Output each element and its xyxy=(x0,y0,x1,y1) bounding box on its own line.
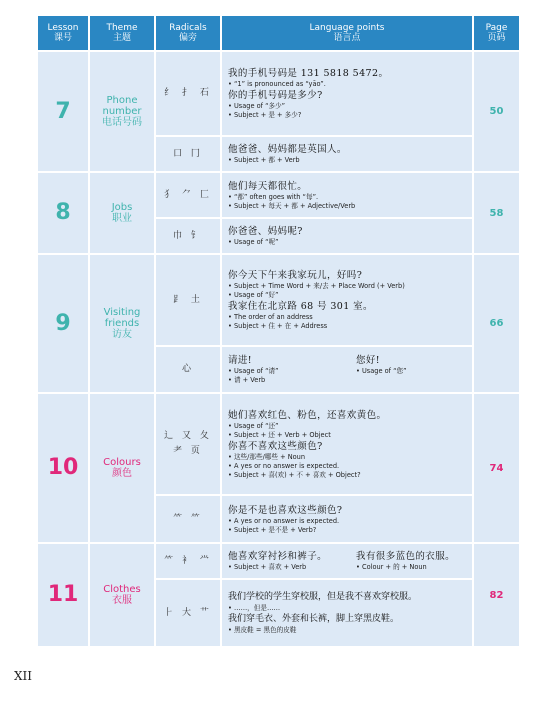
header-lesson: Lesson 课号 xyxy=(38,16,88,50)
example-sentence: 我家住在北京路 68 号 301 室。 xyxy=(228,301,373,312)
contents-table xyxy=(36,14,521,648)
radicals: 纟 扌 石 xyxy=(156,52,220,135)
theme xyxy=(90,173,154,253)
example-sentence: 你的手机号码是多少? xyxy=(228,90,323,101)
language-points xyxy=(222,347,472,392)
lesson-number: 10 xyxy=(38,394,88,542)
example-sentence: 他们每天都很忙。 xyxy=(228,180,308,192)
theme-zh: 衣服 xyxy=(112,595,132,606)
language-points xyxy=(222,137,472,171)
bullet-point: • Usage of “请” xyxy=(228,367,279,375)
bullet-point: • 请 + Verb xyxy=(228,376,266,384)
theme xyxy=(90,544,154,646)
language-points xyxy=(222,219,472,253)
language-points xyxy=(222,580,472,646)
bullet-point: • “都” often goes with “每”. xyxy=(228,192,319,201)
lesson-row-8 xyxy=(38,173,519,217)
example-sentence: 你喜不喜欢这些颜色? xyxy=(228,440,323,452)
example-sentence: 我有很多蓝色的衣服。 xyxy=(356,551,456,562)
page-footer-number: XII xyxy=(14,669,33,683)
radicals: 口 冂 xyxy=(156,137,220,171)
lesson-row-9 xyxy=(38,255,519,345)
bullet-point: • Subject + 是不是 + Verb? xyxy=(228,525,317,534)
bullet-point: • Usage of “好” xyxy=(228,291,279,299)
page-number: 66 xyxy=(474,255,519,392)
example-sentence: 你爸爸、妈妈呢? xyxy=(228,226,303,237)
theme-en: Clothes xyxy=(103,584,141,595)
theme-zh: 访友 xyxy=(112,329,132,340)
bullet-point: • Usage of “您” xyxy=(356,367,407,375)
lesson-number: 8 xyxy=(38,173,88,253)
page-number: 74 xyxy=(474,394,519,542)
bullet-point: • Subject + 喜欢 + Verb xyxy=(228,563,307,571)
bullet-point: • Subject + 喜(欢) + 不 + 喜欢 + Object? xyxy=(228,470,361,479)
language-points xyxy=(222,52,472,135)
page-number: 82 xyxy=(474,544,519,646)
bullet-point: • Subject + 都 + Verb xyxy=(228,156,300,164)
bullet-point: • Subject + 住 + 在 + Address xyxy=(228,322,328,330)
bullet-point: • 这些/那些/哪些 + Noun xyxy=(228,452,306,461)
theme-en: Phone number xyxy=(102,95,142,117)
theme-en: Jobs xyxy=(111,202,133,213)
header-language-points: Language points 语言点 xyxy=(222,16,472,50)
page-number: 58 xyxy=(474,173,519,253)
header-radicals: Radicals 偏旁 xyxy=(156,16,220,50)
language-points xyxy=(222,394,472,494)
theme-en: Visiting friends xyxy=(103,307,141,329)
header-page: Page 页码 xyxy=(474,16,519,50)
bullet-point: • 黑皮鞋 = 黑色的皮鞋 xyxy=(228,626,297,634)
example-sentence: 请进! xyxy=(228,355,253,366)
example-sentence: 我们穿毛衣、外套和长裤，脚上穿黑皮鞋。 xyxy=(228,614,400,624)
radicals: ⻊ 土 xyxy=(156,255,220,345)
bullet-point: • “1” is pronounced as “yāo”. xyxy=(228,80,326,88)
example-sentence: 他爸爸、妈妈都是英国人。 xyxy=(228,144,347,155)
bullet-point: • Usage of “多少” xyxy=(228,102,286,110)
bullet-point: • Subject + 还 + Verb + Object xyxy=(228,430,331,439)
theme-zh: 职业 xyxy=(112,213,132,224)
language-points xyxy=(222,496,472,542)
theme xyxy=(90,52,154,171)
point-column xyxy=(228,550,356,572)
bullet-point: • Subject + Time Word + 来/去 + Place Word (+ Verb) xyxy=(228,282,405,290)
example-sentence: 你今天下午来我家玩儿，好吗? xyxy=(228,270,363,281)
radicals: 犭 ⺈ 匚 xyxy=(156,173,220,217)
radicals: ⺊ 大 艹 xyxy=(156,580,220,646)
example-sentence: 我的手机号码是 131 5818 5472。 xyxy=(228,68,389,79)
theme-zh: 电话号码 xyxy=(102,117,142,128)
language-points xyxy=(222,255,472,345)
radicals: 巾 钅 xyxy=(156,219,220,253)
radicals: ⺮ 衤 龸 xyxy=(156,544,220,578)
example-sentence: 你是不是也喜欢这些颜色? xyxy=(228,504,343,516)
page-number: 50 xyxy=(474,52,519,171)
lesson-row-7 xyxy=(38,52,519,135)
theme-zh: 颜色 xyxy=(112,468,132,479)
radicals: 心 xyxy=(156,347,220,392)
point-column xyxy=(228,354,356,385)
language-points xyxy=(222,173,472,217)
bullet-point: • A yes or no answer is expected. xyxy=(228,461,340,470)
bullet-point: • Colour + 的 + Noun xyxy=(356,563,427,571)
header-row xyxy=(38,16,519,50)
example-sentence: 他喜欢穿衬衫和裤子。 xyxy=(228,551,328,562)
bullet-point: • Usage of “呢” xyxy=(228,238,279,246)
example-sentence: 您好! xyxy=(356,355,381,366)
lesson-number: 7 xyxy=(38,52,88,171)
header-theme: Theme 主题 xyxy=(90,16,154,50)
bullet-point: • Subject + 每天 + 都 + Adjective/Verb xyxy=(228,201,356,210)
bullet-point: • The order of an address xyxy=(228,313,313,321)
bullet-point: • ……，但是…… xyxy=(228,604,281,612)
radicals: ⻌ 又 夂 耂 页 xyxy=(156,394,220,494)
bullet-point: • Usage of “还” xyxy=(228,421,279,430)
theme xyxy=(90,394,154,542)
theme xyxy=(90,255,154,392)
bullet-point: • Subject + 是 + 多少? xyxy=(228,111,302,119)
theme-en: Colours xyxy=(103,457,141,468)
bullet-point: • A yes or no answer is expected. xyxy=(228,516,340,525)
point-column xyxy=(356,550,455,572)
lesson-row-10 xyxy=(38,394,519,494)
example-sentence: 她们喜欢红色、粉色，还喜欢黄色。 xyxy=(228,409,387,421)
example-sentence: 我们学校的学生穿校服，但是我不喜欢穿校服。 xyxy=(228,592,418,602)
lesson-row-11 xyxy=(38,544,519,578)
language-points xyxy=(222,544,472,578)
lesson-number: 11 xyxy=(38,544,88,646)
radicals: ⺮ ⺮ xyxy=(156,496,220,542)
point-column xyxy=(356,354,407,385)
lesson-number: 9 xyxy=(38,255,88,392)
